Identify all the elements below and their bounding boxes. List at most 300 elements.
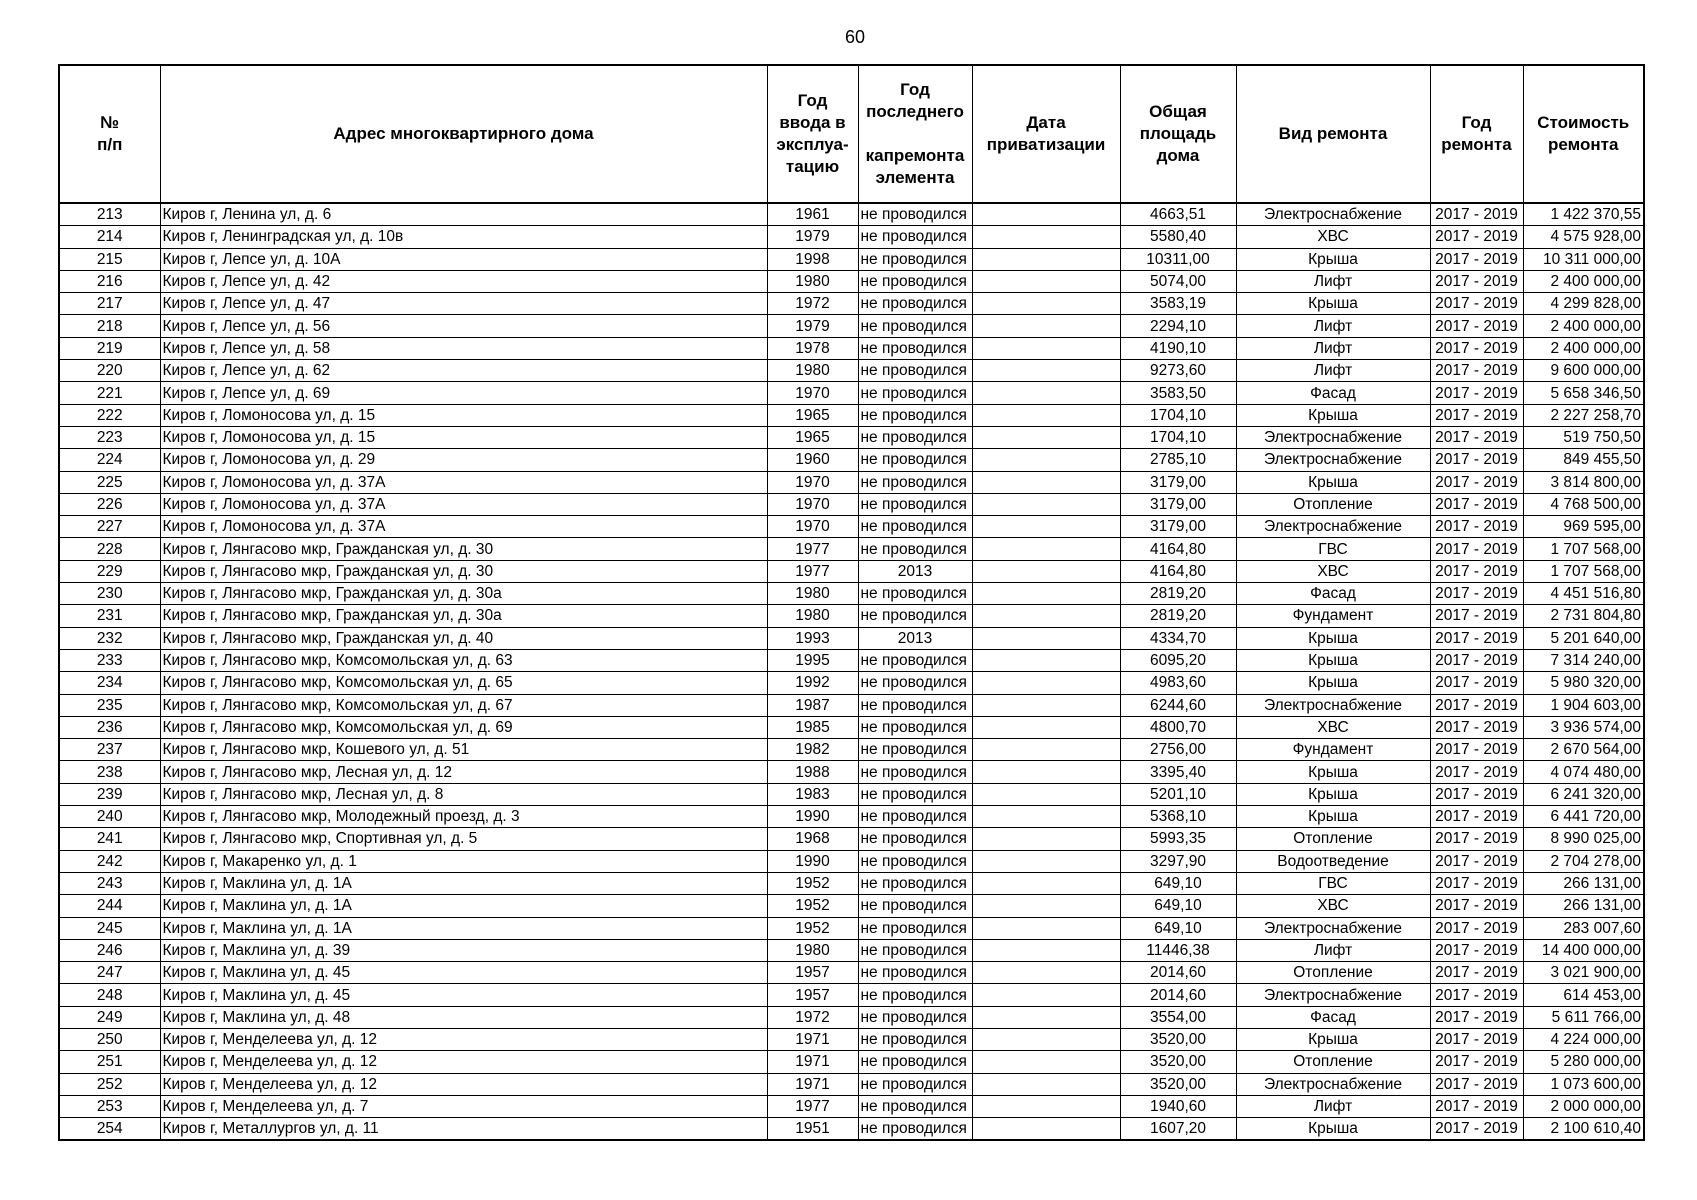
- row-repair-year: 2017 - 2019: [1430, 872, 1523, 894]
- row-number: 232: [59, 627, 160, 649]
- row-privatization-date: [972, 426, 1120, 448]
- row-repair-type: Лифт: [1236, 270, 1430, 292]
- row-repair-year: 2017 - 2019: [1430, 426, 1523, 448]
- row-privatization-date: [972, 203, 1120, 226]
- row-last-capital-repair: не проводился: [858, 605, 972, 627]
- row-number: 253: [59, 1095, 160, 1117]
- row-repair-type: Электроснабжение: [1236, 203, 1430, 226]
- row-address: Киров г, Ломоносова ул, д. 37А: [160, 471, 767, 493]
- row-repair-cost: 266 131,00: [1523, 895, 1644, 917]
- row-year-commissioned: 1952: [767, 895, 858, 917]
- row-repair-year: 2017 - 2019: [1430, 716, 1523, 738]
- row-privatization-date: [972, 538, 1120, 560]
- row-number: 234: [59, 672, 160, 694]
- row-last-capital-repair: не проводился: [858, 248, 972, 270]
- table-row: [59, 895, 1644, 917]
- header-total-area: Общая площадь дома: [1120, 65, 1236, 203]
- row-repair-type: ХВС: [1236, 716, 1430, 738]
- row-total-area: 3179,00: [1120, 471, 1236, 493]
- row-address: Киров г, Лепсе ул, д. 42: [160, 270, 767, 292]
- row-repair-type: Электроснабжение: [1236, 917, 1430, 939]
- row-year-commissioned: 1980: [767, 360, 858, 382]
- row-repair-cost: 2 400 000,00: [1523, 337, 1644, 359]
- row-last-capital-repair: не проводился: [858, 493, 972, 515]
- row-address: Киров г, Маклина ул, д. 1А: [160, 917, 767, 939]
- row-total-area: 649,10: [1120, 872, 1236, 894]
- table-row: [59, 1073, 1644, 1095]
- table-row: [59, 293, 1644, 315]
- row-repair-cost: 3 021 900,00: [1523, 962, 1644, 984]
- row-number: 231: [59, 605, 160, 627]
- row-privatization-date: [972, 649, 1120, 671]
- row-repair-cost: 1 073 600,00: [1523, 1073, 1644, 1095]
- row-repair-type: Отопление: [1236, 1051, 1430, 1073]
- row-number: 249: [59, 1006, 160, 1028]
- header-address: Адрес многоквартирного дома: [160, 65, 767, 203]
- table-row: [59, 605, 1644, 627]
- row-number: 214: [59, 226, 160, 248]
- row-address: Киров г, Лянгасово мкр, Гражданская ул, д. 30: [160, 538, 767, 560]
- row-total-area: 3554,00: [1120, 1006, 1236, 1028]
- row-privatization-date: [972, 449, 1120, 471]
- row-total-area: 2819,20: [1120, 605, 1236, 627]
- row-year-commissioned: 1970: [767, 382, 858, 404]
- row-total-area: 3520,00: [1120, 1073, 1236, 1095]
- row-year-commissioned: 1965: [767, 404, 858, 426]
- row-repair-type: Крыша: [1236, 404, 1430, 426]
- row-address: Киров г, Лянгасово мкр, Спортивная ул, д. 5: [160, 828, 767, 850]
- row-repair-year: 2017 - 2019: [1430, 1028, 1523, 1050]
- row-address: Киров г, Лянгасово мкр, Комсомольская ул, д. 65: [160, 672, 767, 694]
- row-repair-type: ГВС: [1236, 538, 1430, 560]
- row-year-commissioned: 1980: [767, 605, 858, 627]
- row-total-area: 1704,10: [1120, 404, 1236, 426]
- row-privatization-date: [972, 382, 1120, 404]
- row-number: 215: [59, 248, 160, 270]
- row-total-area: 5201,10: [1120, 783, 1236, 805]
- row-last-capital-repair: не проводился: [858, 939, 972, 961]
- table-row: [59, 360, 1644, 382]
- row-year-commissioned: 1971: [767, 1051, 858, 1073]
- row-total-area: 4164,80: [1120, 538, 1236, 560]
- row-repair-year: 2017 - 2019: [1430, 203, 1523, 226]
- row-total-area: 4663,51: [1120, 203, 1236, 226]
- row-year-commissioned: 1992: [767, 672, 858, 694]
- table-row: [59, 627, 1644, 649]
- row-repair-year: 2017 - 2019: [1430, 895, 1523, 917]
- row-repair-type: Лифт: [1236, 337, 1430, 359]
- row-number: 223: [59, 426, 160, 448]
- row-address: Киров г, Лепсе ул, д. 69: [160, 382, 767, 404]
- row-repair-year: 2017 - 2019: [1430, 449, 1523, 471]
- row-repair-type: Фасад: [1236, 1006, 1430, 1028]
- row-repair-year: 2017 - 2019: [1430, 471, 1523, 493]
- table-row: [59, 1095, 1644, 1117]
- table-row: [59, 917, 1644, 939]
- row-repair-cost: 2 400 000,00: [1523, 270, 1644, 292]
- row-repair-cost: 2 227 258,70: [1523, 404, 1644, 426]
- row-last-capital-repair: не проводился: [858, 694, 972, 716]
- row-total-area: 11446,38: [1120, 939, 1236, 961]
- row-repair-cost: 6 241 320,00: [1523, 783, 1644, 805]
- row-repair-year: 2017 - 2019: [1430, 382, 1523, 404]
- row-year-commissioned: 1995: [767, 649, 858, 671]
- row-year-commissioned: 1980: [767, 939, 858, 961]
- row-number: 219: [59, 337, 160, 359]
- row-repair-type: Электроснабжение: [1236, 694, 1430, 716]
- row-number: 254: [59, 1118, 160, 1141]
- row-total-area: 3179,00: [1120, 516, 1236, 538]
- row-total-area: 3520,00: [1120, 1051, 1236, 1073]
- row-total-area: 4800,70: [1120, 716, 1236, 738]
- row-year-commissioned: 1982: [767, 739, 858, 761]
- row-total-area: 6095,20: [1120, 649, 1236, 671]
- row-repair-type: Фасад: [1236, 583, 1430, 605]
- row-total-area: 2014,60: [1120, 984, 1236, 1006]
- table-row: [59, 962, 1644, 984]
- row-repair-year: 2017 - 2019: [1430, 1051, 1523, 1073]
- row-year-commissioned: 1957: [767, 962, 858, 984]
- row-repair-cost: 5 658 346,50: [1523, 382, 1644, 404]
- row-repair-year: 2017 - 2019: [1430, 248, 1523, 270]
- row-repair-cost: 2 670 564,00: [1523, 739, 1644, 761]
- row-repair-year: 2017 - 2019: [1430, 560, 1523, 582]
- row-address: Киров г, Макаренко ул, д. 1: [160, 850, 767, 872]
- row-address: Киров г, Лянгасово мкр, Кошевого ул, д. 51: [160, 739, 767, 761]
- row-repair-type: Отопление: [1236, 493, 1430, 515]
- row-address: Киров г, Ломоносова ул, д. 29: [160, 449, 767, 471]
- row-privatization-date: [972, 583, 1120, 605]
- row-privatization-date: [972, 516, 1120, 538]
- row-address: Киров г, Менделеева ул, д. 12: [160, 1073, 767, 1095]
- row-total-area: 3395,40: [1120, 761, 1236, 783]
- row-total-area: 4334,70: [1120, 627, 1236, 649]
- row-last-capital-repair: не проводился: [858, 337, 972, 359]
- row-repair-year: 2017 - 2019: [1430, 850, 1523, 872]
- row-repair-type: Лифт: [1236, 939, 1430, 961]
- row-address: Киров г, Маклина ул, д. 39: [160, 939, 767, 961]
- row-last-capital-repair: не проводился: [858, 984, 972, 1006]
- table-row: [59, 337, 1644, 359]
- row-address: Киров г, Лепсе ул, д. 10А: [160, 248, 767, 270]
- row-last-capital-repair: не проводился: [858, 1118, 972, 1141]
- row-address: Киров г, Лянгасово мкр, Гражданская ул, д. 30: [160, 560, 767, 582]
- row-privatization-date: [972, 917, 1120, 939]
- repair-schedule-table: [58, 64, 1645, 1141]
- row-repair-year: 2017 - 2019: [1430, 270, 1523, 292]
- row-address: Киров г, Ленина ул, д. 6: [160, 203, 767, 226]
- row-total-area: 3583,50: [1120, 382, 1236, 404]
- table-row: [59, 1051, 1644, 1073]
- table-row: [59, 493, 1644, 515]
- row-privatization-date: [972, 605, 1120, 627]
- row-repair-type: Крыша: [1236, 1118, 1430, 1141]
- row-address: Киров г, Маклина ул, д. 1А: [160, 895, 767, 917]
- row-privatization-date: [972, 1118, 1120, 1141]
- row-address: Киров г, Маклина ул, д. 48: [160, 1006, 767, 1028]
- row-repair-type: Крыша: [1236, 806, 1430, 828]
- row-repair-year: 2017 - 2019: [1430, 1118, 1523, 1141]
- row-privatization-date: [972, 962, 1120, 984]
- row-last-capital-repair: не проводился: [858, 1095, 972, 1117]
- row-address: Киров г, Ломоносова ул, д. 37А: [160, 493, 767, 515]
- row-repair-cost: 4 768 500,00: [1523, 493, 1644, 515]
- table-row: [59, 694, 1644, 716]
- row-last-capital-repair: не проводился: [858, 716, 972, 738]
- row-last-capital-repair: не проводился: [858, 382, 972, 404]
- row-number: 248: [59, 984, 160, 1006]
- page-number: 60: [844, 27, 866, 47]
- row-repair-year: 2017 - 2019: [1430, 806, 1523, 828]
- header-last-capital-repair: Год последнего капремонта элемента: [858, 65, 972, 203]
- row-total-area: 3179,00: [1120, 493, 1236, 515]
- row-repair-cost: 2 100 610,40: [1523, 1118, 1644, 1141]
- row-last-capital-repair: не проводился: [858, 917, 972, 939]
- row-repair-cost: 1 707 568,00: [1523, 560, 1644, 582]
- row-total-area: 649,10: [1120, 895, 1236, 917]
- row-repair-type: Лифт: [1236, 360, 1430, 382]
- row-last-capital-repair: не проводился: [858, 203, 972, 226]
- row-privatization-date: [972, 560, 1120, 582]
- row-privatization-date: [972, 806, 1120, 828]
- row-repair-year: 2017 - 2019: [1430, 516, 1523, 538]
- row-total-area: 1704,10: [1120, 426, 1236, 448]
- table-row: [59, 560, 1644, 582]
- row-privatization-date: [972, 895, 1120, 917]
- row-address: Киров г, Металлургов ул, д. 11: [160, 1118, 767, 1141]
- row-repair-cost: 1 422 370,55: [1523, 203, 1644, 226]
- row-last-capital-repair: не проводился: [858, 538, 972, 560]
- row-number: 216: [59, 270, 160, 292]
- row-repair-cost: 6 441 720,00: [1523, 806, 1644, 828]
- row-total-area: 2294,10: [1120, 315, 1236, 337]
- row-repair-type: Крыша: [1236, 761, 1430, 783]
- row-repair-cost: 4 451 516,80: [1523, 583, 1644, 605]
- row-total-area: 4983,60: [1120, 672, 1236, 694]
- row-repair-year: 2017 - 2019: [1430, 293, 1523, 315]
- row-repair-year: 2017 - 2019: [1430, 783, 1523, 805]
- row-year-commissioned: 1970: [767, 471, 858, 493]
- row-repair-type: Фасад: [1236, 382, 1430, 404]
- row-total-area: 649,10: [1120, 917, 1236, 939]
- row-number: 239: [59, 783, 160, 805]
- row-year-commissioned: 1980: [767, 583, 858, 605]
- row-year-commissioned: 1960: [767, 449, 858, 471]
- row-repair-type: ГВС: [1236, 872, 1430, 894]
- row-number: 225: [59, 471, 160, 493]
- table-row: [59, 649, 1644, 671]
- row-year-commissioned: 1961: [767, 203, 858, 226]
- table-row: [59, 270, 1644, 292]
- table-row: [59, 404, 1644, 426]
- row-repair-type: Крыша: [1236, 1028, 1430, 1050]
- row-address: Киров г, Лепсе ул, д. 58: [160, 337, 767, 359]
- row-repair-cost: 4 074 480,00: [1523, 761, 1644, 783]
- row-privatization-date: [972, 1028, 1120, 1050]
- row-repair-cost: 8 990 025,00: [1523, 828, 1644, 850]
- row-year-commissioned: 1980: [767, 270, 858, 292]
- row-number: 221: [59, 382, 160, 404]
- header-year-commissioned: Год ввода в эксплуа- тацию: [767, 65, 858, 203]
- row-repair-type: ХВС: [1236, 226, 1430, 248]
- row-number: 243: [59, 872, 160, 894]
- row-repair-cost: 1 707 568,00: [1523, 538, 1644, 560]
- row-last-capital-repair: не проводился: [858, 293, 972, 315]
- row-number: 233: [59, 649, 160, 671]
- row-year-commissioned: 1968: [767, 828, 858, 850]
- table-row: [59, 226, 1644, 248]
- row-privatization-date: [972, 739, 1120, 761]
- row-total-area: 10311,00: [1120, 248, 1236, 270]
- row-total-area: 2756,00: [1120, 739, 1236, 761]
- row-repair-cost: 5 980 320,00: [1523, 672, 1644, 694]
- row-repair-cost: 4 224 000,00: [1523, 1028, 1644, 1050]
- row-privatization-date: [972, 337, 1120, 359]
- row-repair-cost: 5 280 000,00: [1523, 1051, 1644, 1073]
- row-last-capital-repair: не проводился: [858, 583, 972, 605]
- row-number: 245: [59, 917, 160, 939]
- row-number: 217: [59, 293, 160, 315]
- row-repair-type: Лифт: [1236, 1095, 1430, 1117]
- table-row: [59, 382, 1644, 404]
- row-year-commissioned: 1979: [767, 315, 858, 337]
- row-last-capital-repair: не проводился: [858, 761, 972, 783]
- row-repair-cost: 4 575 928,00: [1523, 226, 1644, 248]
- row-privatization-date: [972, 1073, 1120, 1095]
- row-repair-cost: 4 299 828,00: [1523, 293, 1644, 315]
- row-address: Киров г, Лянгасово мкр, Гражданская ул, д. 30а: [160, 583, 767, 605]
- row-last-capital-repair: не проводился: [858, 1051, 972, 1073]
- header-repair-type: Вид ремонта: [1236, 65, 1430, 203]
- row-year-commissioned: 1970: [767, 516, 858, 538]
- row-repair-type: Крыша: [1236, 293, 1430, 315]
- row-last-capital-repair: не проводился: [858, 672, 972, 694]
- row-repair-cost: 3 814 800,00: [1523, 471, 1644, 493]
- row-address: Киров г, Лянгасово мкр, Лесная ул, д. 12: [160, 761, 767, 783]
- row-repair-type: Крыша: [1236, 627, 1430, 649]
- table-row: [59, 203, 1644, 226]
- row-address: Киров г, Менделеева ул, д. 12: [160, 1028, 767, 1050]
- row-total-area: 3297,90: [1120, 850, 1236, 872]
- row-repair-cost: 3 936 574,00: [1523, 716, 1644, 738]
- row-last-capital-repair: не проводился: [858, 516, 972, 538]
- row-year-commissioned: 1972: [767, 1006, 858, 1028]
- row-number: 240: [59, 806, 160, 828]
- row-last-capital-repair: не проводился: [858, 471, 972, 493]
- header-repair-year: Год ремонта: [1430, 65, 1523, 203]
- row-year-commissioned: 1972: [767, 293, 858, 315]
- row-repair-year: 2017 - 2019: [1430, 984, 1523, 1006]
- row-privatization-date: [972, 471, 1120, 493]
- row-year-commissioned: 1965: [767, 426, 858, 448]
- row-privatization-date: [972, 493, 1120, 515]
- row-address: Киров г, Лепсе ул, д. 47: [160, 293, 767, 315]
- row-last-capital-repair: не проводился: [858, 1006, 972, 1028]
- row-privatization-date: [972, 850, 1120, 872]
- row-privatization-date: [972, 672, 1120, 694]
- row-privatization-date: [972, 939, 1120, 961]
- row-total-area: 4164,80: [1120, 560, 1236, 582]
- row-total-area: 9273,60: [1120, 360, 1236, 382]
- row-repair-year: 2017 - 2019: [1430, 583, 1523, 605]
- row-number: 244: [59, 895, 160, 917]
- row-last-capital-repair: не проводился: [858, 315, 972, 337]
- row-repair-year: 2017 - 2019: [1430, 493, 1523, 515]
- table-row: [59, 984, 1644, 1006]
- row-privatization-date: [972, 1006, 1120, 1028]
- row-repair-year: 2017 - 2019: [1430, 1073, 1523, 1095]
- header-num: № п/п: [59, 65, 160, 203]
- row-address: Киров г, Лянгасово мкр, Комсомольская ул, д. 67: [160, 694, 767, 716]
- row-number: 227: [59, 516, 160, 538]
- table-row: [59, 248, 1644, 270]
- table-row: [59, 761, 1644, 783]
- row-privatization-date: [972, 783, 1120, 805]
- row-last-capital-repair: не проводился: [858, 962, 972, 984]
- table-row: [59, 672, 1644, 694]
- row-repair-cost: 5 611 766,00: [1523, 1006, 1644, 1028]
- row-total-area: 3520,00: [1120, 1028, 1236, 1050]
- table-row: [59, 538, 1644, 560]
- row-repair-cost: 5 201 640,00: [1523, 627, 1644, 649]
- table-row: [59, 516, 1644, 538]
- row-privatization-date: [972, 1095, 1120, 1117]
- row-number: 236: [59, 716, 160, 738]
- row-privatization-date: [972, 1051, 1120, 1073]
- row-repair-cost: 969 595,00: [1523, 516, 1644, 538]
- row-address: Киров г, Лянгасово мкр, Гражданская ул, д. 30а: [160, 605, 767, 627]
- row-repair-type: Фундамент: [1236, 739, 1430, 761]
- row-privatization-date: [972, 872, 1120, 894]
- row-repair-cost: 519 750,50: [1523, 426, 1644, 448]
- row-last-capital-repair: не проводился: [858, 895, 972, 917]
- row-address: Киров г, Ломоносова ул, д. 37А: [160, 516, 767, 538]
- table-row: [59, 783, 1644, 805]
- row-year-commissioned: 1993: [767, 627, 858, 649]
- row-repair-type: ХВС: [1236, 560, 1430, 582]
- row-address: Киров г, Ломоносова ул, д. 15: [160, 426, 767, 448]
- row-year-commissioned: 1977: [767, 538, 858, 560]
- row-privatization-date: [972, 694, 1120, 716]
- row-total-area: 2819,20: [1120, 583, 1236, 605]
- row-last-capital-repair: не проводился: [858, 739, 972, 761]
- row-total-area: 6244,60: [1120, 694, 1236, 716]
- row-last-capital-repair: не проводился: [858, 270, 972, 292]
- row-address: Киров г, Лепсе ул, д. 62: [160, 360, 767, 382]
- row-year-commissioned: 1952: [767, 917, 858, 939]
- row-repair-type: Электроснабжение: [1236, 426, 1430, 448]
- table-header-row: [59, 65, 1644, 203]
- row-last-capital-repair: не проводился: [858, 360, 972, 382]
- row-year-commissioned: 1971: [767, 1073, 858, 1095]
- table-body: [59, 203, 1644, 1140]
- row-privatization-date: [972, 984, 1120, 1006]
- row-address: Киров г, Маклина ул, д. 45: [160, 962, 767, 984]
- row-last-capital-repair: 2013: [858, 627, 972, 649]
- row-number: 238: [59, 761, 160, 783]
- row-total-area: 5993,35: [1120, 828, 1236, 850]
- row-repair-type: Электроснабжение: [1236, 984, 1430, 1006]
- row-repair-year: 2017 - 2019: [1430, 404, 1523, 426]
- row-last-capital-repair: не проводился: [858, 649, 972, 671]
- row-privatization-date: [972, 360, 1120, 382]
- table-row: [59, 716, 1644, 738]
- row-repair-type: Отопление: [1236, 828, 1430, 850]
- row-address: Киров г, Ломоносова ул, д. 15: [160, 404, 767, 426]
- row-last-capital-repair: не проводился: [858, 226, 972, 248]
- row-privatization-date: [972, 226, 1120, 248]
- table-row: [59, 850, 1644, 872]
